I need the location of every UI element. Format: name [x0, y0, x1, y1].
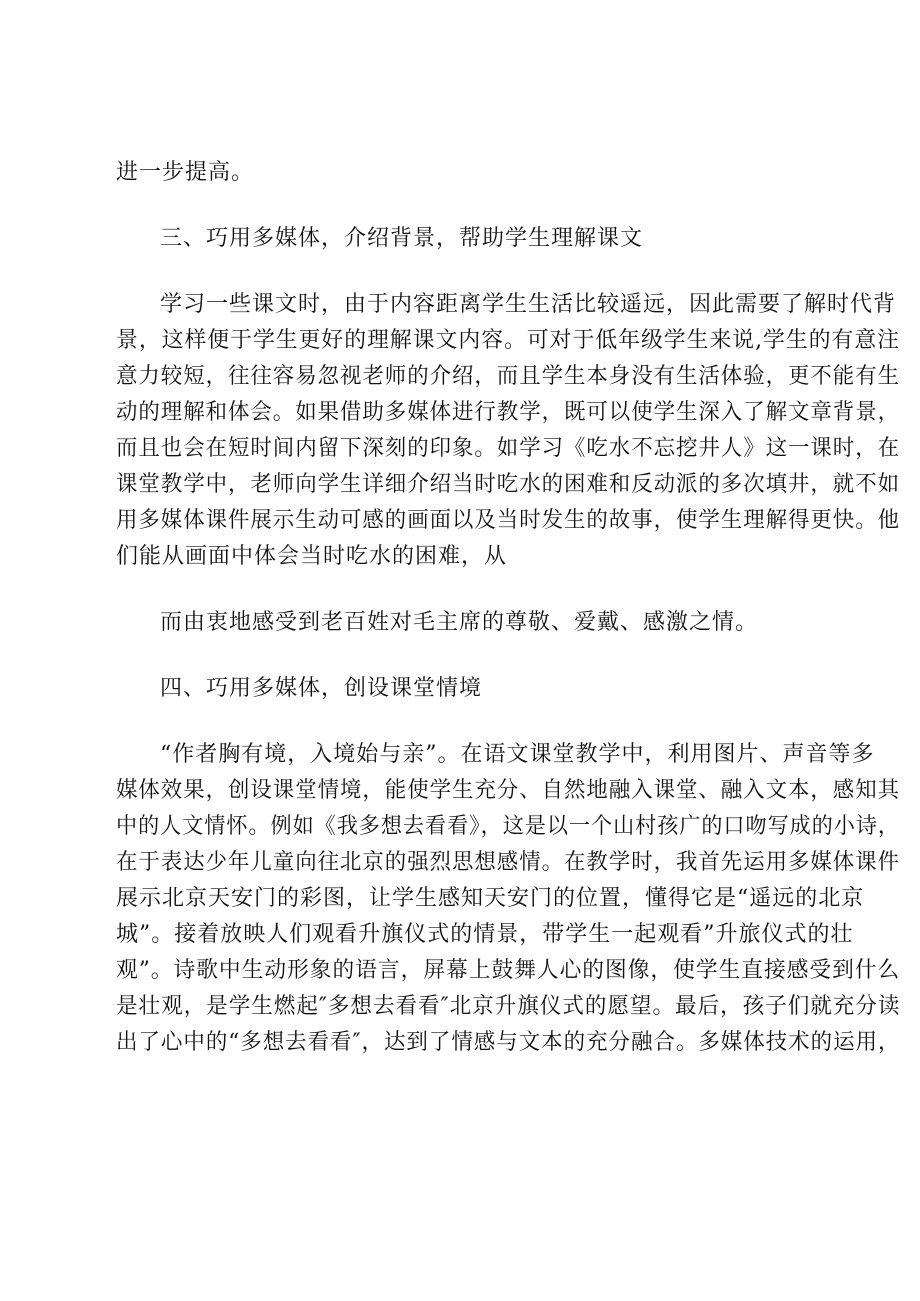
text-line: 用多媒体课件展示生动可感的画面以及当时发生的故事，使学生理解得更快。他: [116, 508, 901, 533]
text-line: 们能从画面中体会当时吃水的困难，从: [116, 544, 508, 569]
text-line: 学习一些课文时，由于内容距离学生生活比较遥远，因此需要了解时代背: [160, 292, 897, 317]
text-line: 中的人文情怀。例如《我多想去看看》，这是以一个山村孩广的口吻写成的小诗，: [116, 814, 901, 839]
text-line: 在于表达少年儿童向往北京的强烈思想感情。在教学时，我首先运用多媒体课件: [116, 850, 901, 875]
text-line: 城”。接着放映人们观看升旗仪式的情景，带学生一起观看”升旅仪式的壮: [116, 922, 854, 947]
text-line: 观”。诗歌中生动形象的语言，屏幕上鼓舞人心的图像，使学生直接感受到什么: [116, 958, 901, 983]
text-line: 意力较短，往往容易忽视老师的介绍，而且学生本身没有生活体验，更不能有生: [116, 364, 901, 389]
text-line: 而由衷地感受到老百姓对毛主席的尊敬、爱戴、感激之情。: [160, 610, 759, 635]
text-line: 是壮观，是学生燃起″多想去看看″北京升旗仪式的愿望。最后，孩子们就充分读: [116, 994, 901, 1019]
text-line: 展示北京天安门的彩图，让学生感知天安门的位置，懂得它是“遥远的北京: [116, 886, 865, 911]
text-line: 而且也会在短时间内留下深刻的印象。如学习《吃水不忘挖井人》这一课时，在: [116, 436, 901, 461]
text-line: 课堂教学中，老师向学生详细介绍当时吃水的困难和反动派的多次填井，就不如: [116, 472, 901, 497]
text-line: 进一步提高。: [116, 160, 255, 185]
text-line: “作者胸有境，入境始与亲”。在语文课堂教学中，利用图片、声音等多: [160, 742, 875, 767]
text-line: 动的理解和体会。如果借助多媒体进行教学，既可以使学生深入了解文章背景，: [116, 400, 901, 425]
text-line: 媒体效果，创设课堂情境，能使学生充分、自然地融入课堂、融入文本，感知其: [116, 778, 901, 803]
text-line: 出了心中的“多想去看看″，达到了情感与文本的充分融合。多媒体技术的运用，: [116, 1030, 901, 1055]
section-heading: 三、巧用多媒体，介绍背景，帮助学生理解课文: [160, 226, 644, 251]
text-line: 景，这样便于学生更好的理解课文内容。可对于低年级学生来说,学生的有意注: [116, 328, 900, 353]
section-heading: 四、巧用多媒体，创设课堂情境: [160, 676, 483, 701]
